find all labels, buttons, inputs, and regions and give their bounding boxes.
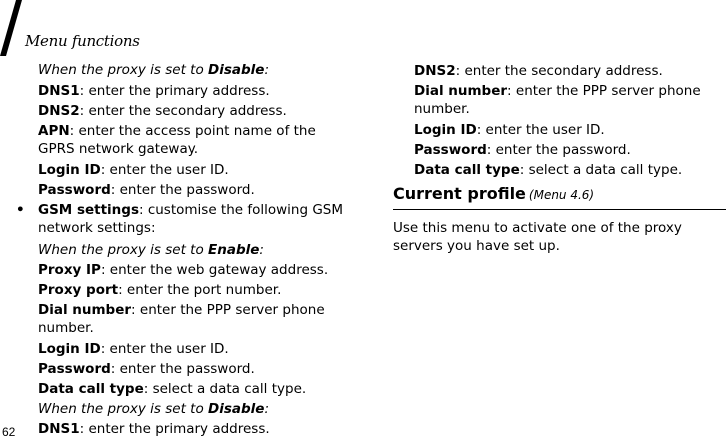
page-header-title: Menu functions	[25, 32, 140, 50]
section-menu-ref: (Menu 4.6)	[528, 188, 595, 202]
left-column	[16, 61, 344, 438]
section-body-line-2: servers you have set up.	[393, 238, 560, 254]
login-id-item-right: Login ID: enter the user ID.	[414, 122, 605, 138]
gsm-settings-item	[16, 201, 344, 237]
header-bar	[0, 0, 22, 56]
password-item: Password: enter the password.	[38, 182, 255, 198]
gsm-settings-cont: network settings:	[38, 220, 156, 236]
proxy-disable-line: When the proxy is set to Disable:	[38, 62, 269, 78]
login-id-item: Login ID: enter the user ID.	[38, 162, 229, 178]
data-call-type-item-right: Data call type: select a data call type.	[414, 162, 683, 178]
gsm-settings-line: GSM settings: customise the following GSM	[38, 202, 344, 218]
section-body-line-1: Use this menu to activate one of the proxy	[393, 220, 682, 236]
password-item-right: Password: enter the password.	[414, 142, 631, 158]
proxy-port-item: Proxy port: enter the port number.	[38, 282, 282, 298]
proxy-disable-line-2: When the proxy is set to Disable:	[38, 401, 269, 417]
right-column	[414, 62, 701, 179]
page-number: 62	[2, 425, 16, 439]
dns1-item: DNS1: enter the primary address.	[38, 83, 270, 99]
proxy-enable-line: When the proxy is set to Enable:	[38, 242, 264, 258]
section-heading	[393, 184, 726, 210]
dial-number-cont-right: number.	[414, 101, 470, 117]
dns1-item-2: DNS1: enter the primary address.	[38, 421, 270, 437]
data-call-type-item: Data call type: select a data call type.	[38, 381, 307, 397]
dial-number-cont: number.	[38, 320, 94, 336]
dial-number-item-right: Dial number: enter the PPP server phone	[414, 83, 701, 99]
login-id-item-2: Login ID: enter the user ID.	[38, 341, 229, 357]
dial-number-item: Dial number: enter the PPP server phone	[38, 302, 325, 318]
password-item-2: Password: enter the password.	[38, 361, 255, 377]
proxy-ip-item: Proxy IP: enter the web gateway address.	[38, 262, 329, 278]
section-body	[393, 219, 682, 255]
dns2-item: DNS2: enter the secondary address.	[38, 103, 287, 119]
section-title: Current profile	[393, 184, 526, 203]
bullet-icon: •	[16, 202, 25, 218]
apn-item: APN: enter the access point name of the	[38, 123, 316, 139]
dns2-item-right: DNS2: enter the secondary address.	[414, 63, 663, 79]
apn-item-cont: GPRS network gateway.	[38, 141, 199, 157]
